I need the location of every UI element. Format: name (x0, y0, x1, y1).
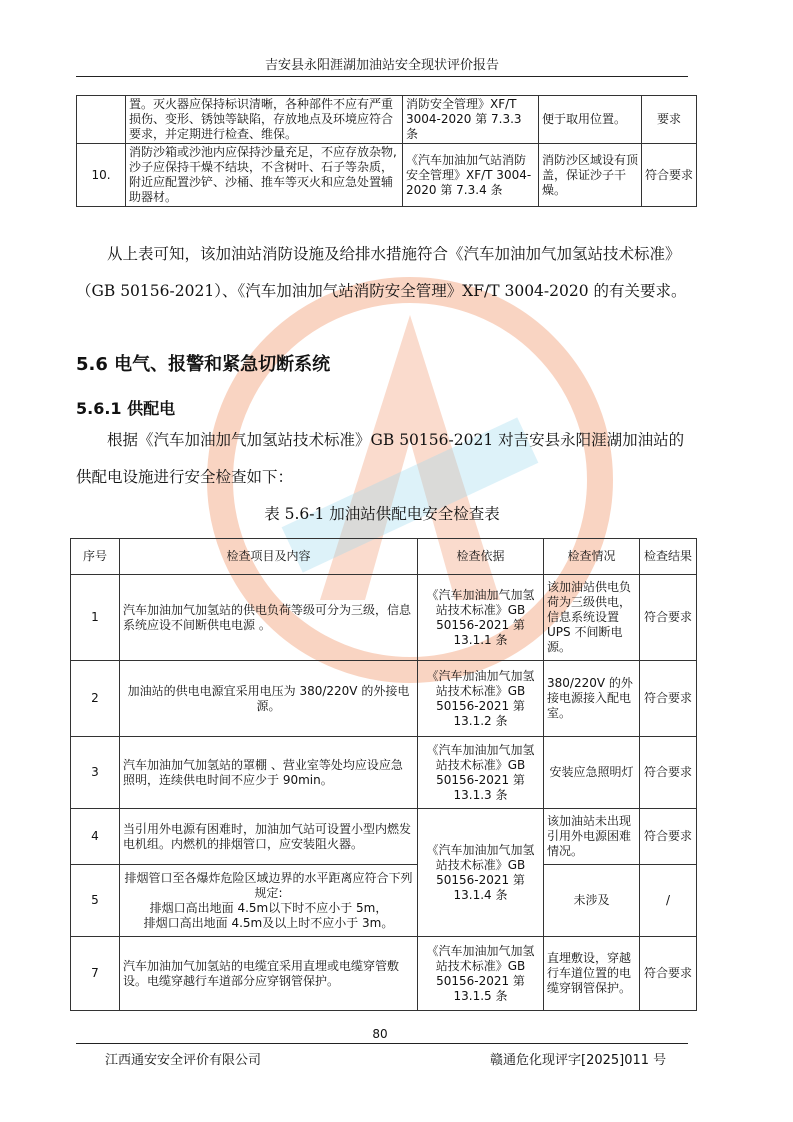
row-content-item: 排烟口高出地面 4.5m及以上时不应小于 3m。 (143, 915, 394, 930)
row-content: 消防沙箱或沙池内应保持沙量充足，不应存放杂物,沙子应保持干燥不结块，不含树叶、石子等杂质，附近应配置沙铲、沙桶、推车等灭火和应急处置辅助器材。 (126, 144, 403, 207)
row-result: 符合要求 (640, 737, 697, 809)
row-status: 安装应急照明灯 (544, 737, 640, 809)
row-status: 380/220V 的外接电源接入配电室。 (544, 661, 640, 737)
row-status: 未涉及 (544, 865, 640, 937)
row-result: / (640, 865, 697, 937)
header-no: 序号 (71, 539, 120, 575)
row-no (77, 96, 126, 144)
row-result: 符合要求 (640, 937, 697, 1011)
row-no: 3 (71, 737, 120, 809)
intro-paragraph: 根据《汽车加油加气加氢站技术标准》GB 50156-2021 对吉安县永阳涯湖加油站的供配电设施进行安全检查如下： (76, 431, 685, 486)
table-row (77, 144, 697, 207)
row-no: 10. (77, 144, 126, 207)
row-result: 符合要求 (642, 144, 697, 207)
row-content-item: 排烟口高出地面 4.5m以下时不应小于 5m， (149, 900, 388, 915)
row-basis: 《汽车加油加气加氢站技术标准》GB 50156-2021 第 13.1.5 条 (418, 937, 544, 1011)
header-basis: 检查依据 (418, 539, 544, 575)
row-content: 汽车加油加气加氢站的供电负荷等级可分为三级，信息系统应设不间断供电电源 。 (120, 575, 418, 661)
row-no: 5 (71, 865, 120, 937)
row-content: 置。灭火器应保持标识清晰，各种部件不应有严重损伤、变形、锈蚀等缺陷，存放地点及环境应符合要求，并定期进行检查、维保。 (126, 96, 403, 144)
header-status: 检查情况 (544, 539, 640, 575)
header-result: 检查结果 (640, 539, 697, 575)
table-header-row (71, 539, 697, 575)
subsection-title: 5.6.1 供配电 (76, 399, 176, 418)
row-basis: 《汽车加油加气加氢站技术标准》GB 50156-2021 第 13.1.3 条 (418, 737, 544, 809)
table-row (71, 937, 697, 1011)
row-status: 便于取用位置。 (539, 96, 642, 144)
footer-company: 江西通安安全评价有限公司 (105, 1053, 262, 1068)
row-basis: 《汽车加油加气站消防安全管理》XF/T 3004-2020 第 7.3.4 条 (403, 144, 539, 207)
row-result: 符合要求 (640, 661, 697, 737)
row-content: 汽车加油加气加氢站的电缆宜采用直埋或电缆穿管敷设。电缆穿越行车道部分应穿钢管保护。 (120, 937, 418, 1011)
row-content: 当引用外电源有困难时，加油加气站可设置小型内燃发电机组。内燃机的排烟管口，应安装阻火器。 (120, 809, 418, 865)
row-content-title: 排烟管口至各爆炸危险区域边界的水平距离应符合下列规定: (124, 870, 413, 900)
row-status: 消防沙区域设有顶盖，保证沙子干燥。 (539, 144, 642, 207)
row-no: 1 (71, 575, 120, 661)
row-basis: 《汽车加油加气加氢站技术标准》GB 50156-2021 第 13.1.4 条 (418, 809, 544, 937)
footer-doc-number: 赣通危化现评字[2025]011 号 (490, 1053, 667, 1068)
row-content (120, 865, 418, 937)
row-content: 汽车加油加气加氢站的罩棚 、营业室等处均应设应急照明，连续供电时间不应少于 90min。 (120, 737, 418, 809)
page-number: 80 (372, 1027, 388, 1041)
row-status: 该加油站供电负荷为三级供电，信息系统设置 UPS 不间断电源。 (544, 575, 640, 661)
table-caption: 表 5.6-1 加油站供配电安全检查表 (264, 505, 500, 523)
fire-safety-table-continued (76, 95, 697, 207)
row-basis: 《汽车加油加气加氢站技术标准》GB 50156-2021 第 13.1.1 条 (418, 575, 544, 661)
row-no: 4 (71, 809, 120, 865)
row-result: 符合要求 (640, 809, 697, 865)
table-row (71, 737, 697, 809)
table-row (71, 865, 697, 937)
row-basis: 《汽车加油加气加氢站技术标准》GB 50156-2021 第 13.1.2 条 (418, 661, 544, 737)
row-no: 2 (71, 661, 120, 737)
page-header: 吉安县永阳涯湖加油站安全现状评价报告 (264, 58, 499, 73)
row-status: 该加油站未出现引用外电源困难情况。 (544, 809, 640, 865)
header-content: 检查项目及内容 (120, 539, 418, 575)
conclusion-paragraph: 从上表可知，该加油站消防设施及给排水措施符合《汽车加油加气加氢站技术标准》（GB 50156-2021）、《汽车加油加气站消防安全管理》XF/T 3004-2020 的有关要求。 (76, 245, 687, 300)
row-result: 符合要求 (640, 575, 697, 661)
row-status: 直埋敷设，穿越行车道位置的电缆穿钢管保护。 (544, 937, 640, 1011)
row-result: 要求 (642, 96, 697, 144)
table-row (71, 809, 697, 865)
table-row (71, 575, 697, 661)
power-supply-check-table (70, 538, 697, 1011)
table-row (77, 96, 697, 144)
section-title: 5.6 电气、报警和紧急切断系统 (76, 354, 331, 375)
row-content: 加油站的供电电源宜采用电压为 380/220V 的外接电源。 (120, 661, 418, 737)
footer-rule (76, 1043, 688, 1044)
table-row (71, 661, 697, 737)
row-basis: 消防安全管理》XF/T 3004-2020 第 7.3.3 条 (403, 96, 539, 144)
row-no: 7 (71, 937, 120, 1011)
header-rule (76, 76, 688, 77)
